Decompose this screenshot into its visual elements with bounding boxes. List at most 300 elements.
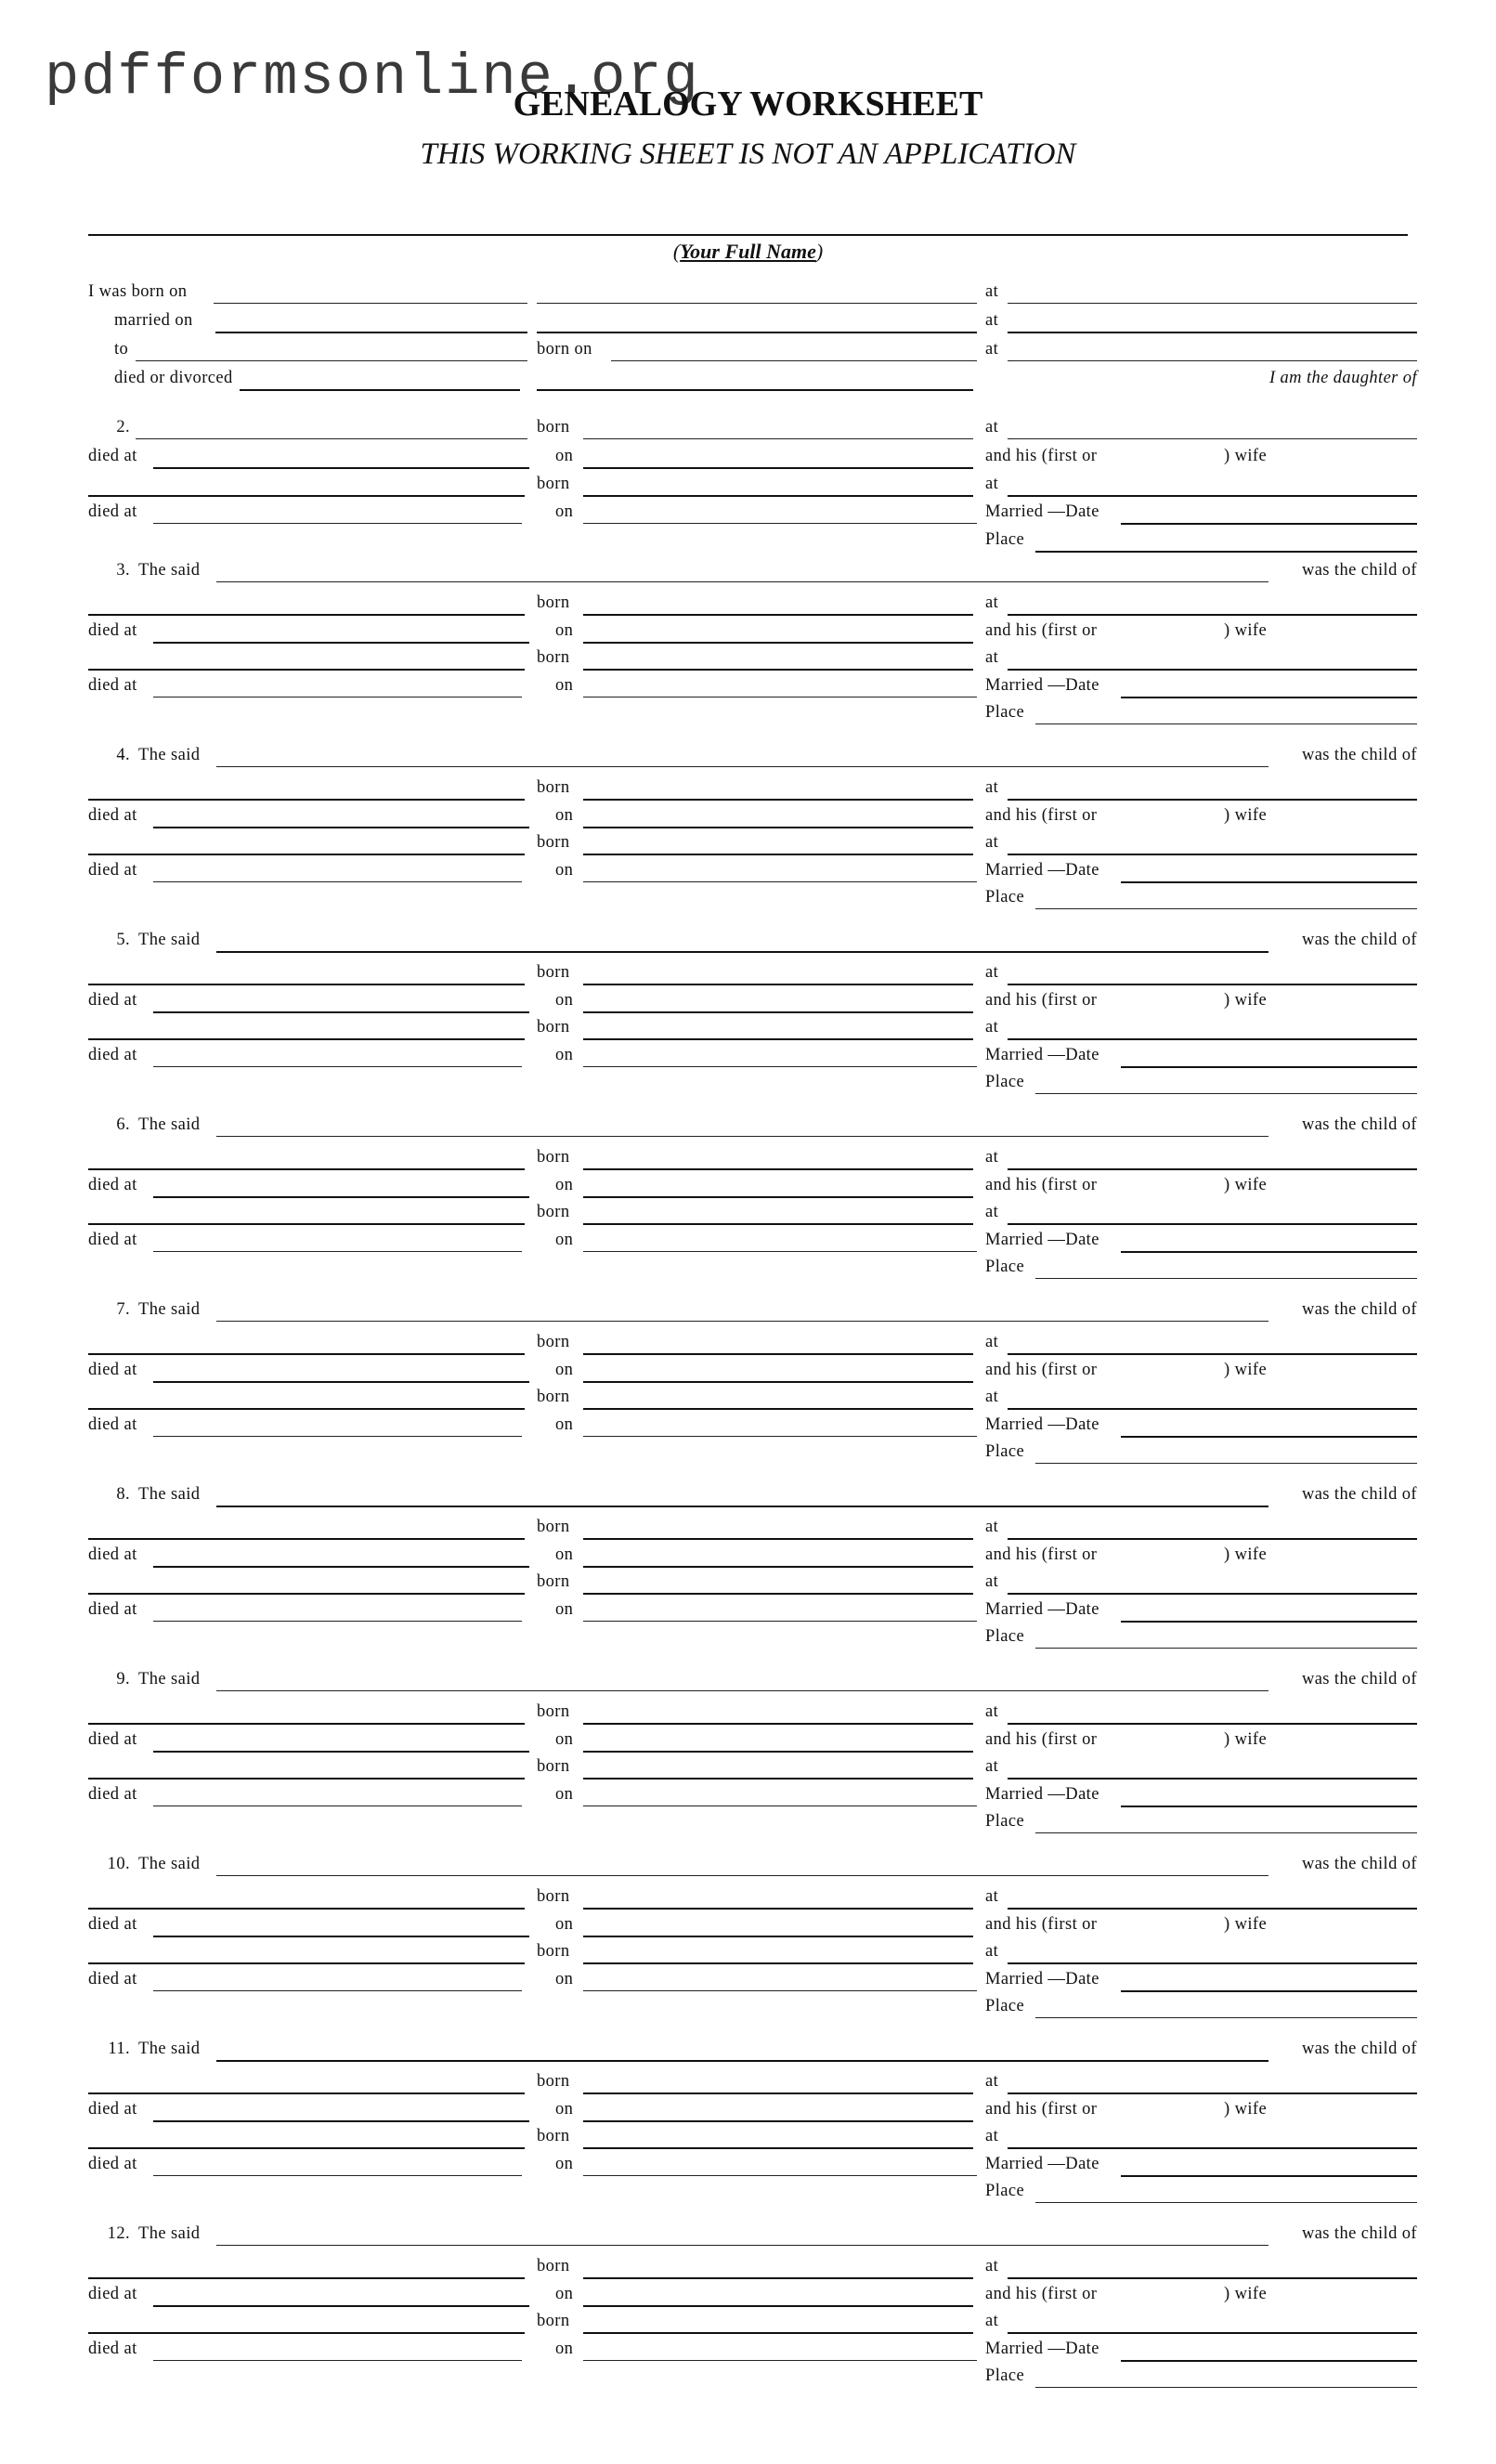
entry-3-father-born-at-field[interactable] [1008, 614, 1417, 616]
entry-5-child-of-label: was the child of [1301, 931, 1417, 949]
entry-10-place-label: Place [985, 1997, 1025, 2015]
entry-7-wife-label: ) wife [1224, 1361, 1268, 1379]
entry-4-father-name-field[interactable] [88, 799, 525, 801]
entry-3-child-of-label: was the child of [1301, 561, 1417, 580]
entry-5-father-name-field[interactable] [88, 984, 525, 985]
entry-7-father-born-at-label: at [985, 1333, 999, 1351]
entry-3-father-born-at-label: at [985, 593, 999, 612]
entry-7-mother-born-at-label: at [985, 1388, 999, 1406]
entry-7-mother-died-on-field[interactable] [583, 1436, 977, 1437]
page-subtitle: THIS WORKING SHEET IS NOT AN APPLICATION [420, 137, 1076, 171]
spouse-born-on-label: born on [537, 340, 592, 359]
entry-9-mother-died-on-label: on [555, 1785, 574, 1804]
entry-10-mother-born-at-field[interactable] [1008, 1962, 1417, 1964]
entry-2-mother-name-field[interactable] [88, 495, 525, 497]
entry-11-married-date-field[interactable] [1121, 2175, 1417, 2177]
full-name-label: Your Full Name [680, 240, 816, 263]
entry-10-married-date-label: Married —Date [985, 1970, 1099, 1988]
entry-2-born-field[interactable] [583, 438, 973, 439]
entry-11-mother-born-at-label: at [985, 2127, 999, 2145]
entry-6-married-date-field[interactable] [1121, 1251, 1417, 1253]
entry-8-mother-born-at-label: at [985, 1572, 999, 1591]
entry-5-mother-born-at-field[interactable] [1008, 1038, 1417, 1040]
entry-4-father-born-field[interactable] [583, 799, 973, 801]
entry-8-father-born-at-field[interactable] [1008, 1538, 1417, 1540]
entry-9-first-or-label: and his (first or [985, 1730, 1098, 1749]
watermark: pdfformsonline.org [45, 45, 700, 111]
entry-11-number: 11. [108, 2040, 130, 2058]
spouse-born-at-field[interactable] [1008, 360, 1417, 361]
entry-4-married-date-field[interactable] [1121, 881, 1417, 883]
entry-8-father-name-field[interactable] [88, 1538, 525, 1540]
entry-4-number: 4. [116, 746, 130, 764]
entry-4-mother-died-at-label: died at [88, 861, 137, 880]
entry-4-mother-died-at-field[interactable] [153, 881, 522, 882]
entry-7-mother-name-field[interactable] [88, 1408, 525, 1410]
entry-10-first-or-label: and his (first or [985, 1915, 1098, 1934]
entry-11-the-said-label: The said [138, 2040, 201, 2058]
entry-12-mother-died-at-field[interactable] [153, 2360, 522, 2361]
entry-5-mother-died-on-field[interactable] [583, 1066, 977, 1067]
entry-6-mother-died-at-field[interactable] [153, 1251, 522, 1252]
full-name-field[interactable] [88, 234, 1408, 236]
entry-7-father-died-at-label: died at [88, 1361, 137, 1379]
entry-7-mother-died-on-label: on [555, 1415, 574, 1434]
entry-11-wife-label: ) wife [1224, 2100, 1268, 2119]
entry-4-father-died-on-label: on [555, 806, 574, 825]
entry-7-father-died-on-label: on [555, 1361, 574, 1379]
entry-11-mother-died-on-field[interactable] [583, 2175, 977, 2176]
entry-4-said-name-field[interactable] [216, 766, 1268, 767]
entry-12-father-born-at-field[interactable] [1008, 2277, 1417, 2279]
entry-6-wife-label: ) wife [1224, 1176, 1268, 1194]
entry-11-father-born-at-label: at [985, 2072, 999, 2091]
entry-8-father-died-at-label: died at [88, 1545, 137, 1564]
entry-3-mother-born-at-label: at [985, 648, 999, 667]
entry-10-mother-died-at-label: died at [88, 1970, 137, 1988]
entry-11-mother-born-at-field[interactable] [1008, 2147, 1417, 2149]
entry-7-father-died-on-field[interactable] [583, 1381, 973, 1383]
entry-7-married-date-label: Married —Date [985, 1415, 1099, 1434]
entry-4-wife-label: ) wife [1224, 806, 1268, 825]
entry-2-mother-died-on-field[interactable] [583, 523, 977, 524]
entry-9-father-name-field[interactable] [88, 1723, 525, 1725]
entry-12-father-died-on-field[interactable] [583, 2305, 973, 2307]
entry-2-mother-died-at-field[interactable] [153, 523, 522, 524]
entry-10-place-field[interactable] [1035, 2017, 1417, 2018]
entry-3-first-or-label: and his (first or [985, 621, 1098, 640]
entry-6-father-born-field[interactable] [583, 1168, 973, 1170]
entry-12-child-of-label: was the child of [1301, 2224, 1417, 2243]
entry-11-father-name-field[interactable] [88, 2092, 525, 2094]
entry-8-father-born-at-label: at [985, 1518, 999, 1536]
died-or-divorced-field-2[interactable] [537, 389, 973, 391]
entry-5-number: 5. [116, 931, 130, 949]
entry-4-father-born-label: born [537, 778, 570, 797]
entry-11-father-died-at-field[interactable] [153, 2120, 529, 2122]
entry-2-father-died-on-label: on [555, 447, 574, 465]
entry-10-wife-label: ) wife [1224, 1915, 1268, 1934]
entry-10-father-died-at-field[interactable] [153, 1936, 529, 1937]
entry-4-married-date-label: Married —Date [985, 861, 1099, 880]
entry-6-married-date-label: Married —Date [985, 1231, 1099, 1249]
entry-3-mother-born-label: born [537, 648, 570, 667]
entry-3-number: 3. [116, 561, 130, 580]
entry-4-mother-born-at-field[interactable] [1008, 854, 1417, 855]
entry-7-father-born-at-field[interactable] [1008, 1353, 1417, 1355]
entry-5-mother-died-at-label: died at [88, 1046, 137, 1064]
entry-2-at-label: at [985, 418, 999, 437]
entry-10-father-born-label: born [537, 1887, 570, 1906]
entry-3-father-name-field[interactable] [88, 614, 525, 616]
entry-8-mother-name-field[interactable] [88, 1593, 525, 1595]
entry-9-number: 9. [116, 1670, 130, 1688]
born-on-label: I was born on [88, 282, 188, 301]
entry-3-said-name-field[interactable] [216, 581, 1268, 582]
entry-3-wife-label: ) wife [1224, 621, 1268, 640]
entry-4-first-or-label: and his (first or [985, 806, 1098, 825]
entry-3-father-born-label: born [537, 593, 570, 612]
entry-5-mother-died-at-field[interactable] [153, 1066, 522, 1067]
entry-5-place-field[interactable] [1035, 1093, 1417, 1094]
entry-2-place-field[interactable] [1035, 551, 1417, 553]
page-title: GENEALOGY WORKSHEET [513, 85, 983, 124]
entry-8-place-label: Place [985, 1627, 1025, 1646]
entry-8-married-date-label: Married —Date [985, 1600, 1099, 1619]
entry-4-father-died-at-field[interactable] [153, 827, 529, 828]
entry-7-father-died-at-field[interactable] [153, 1381, 529, 1383]
entry-2-father-died-at-field[interactable] [153, 467, 529, 469]
entry-11-married-date-label: Married —Date [985, 2155, 1099, 2173]
entry-7-father-born-label: born [537, 1333, 570, 1351]
entry-12-father-died-at-field[interactable] [153, 2305, 529, 2307]
entry-10-number: 10. [107, 1855, 130, 1873]
entry-8-child-of-label: was the child of [1301, 1485, 1417, 1504]
entry-8-father-died-at-field[interactable] [153, 1566, 529, 1568]
entry-10-mother-died-on-field[interactable] [583, 1990, 977, 1991]
entry-11-father-born-label: born [537, 2072, 570, 2091]
entry-6-place-label: Place [985, 1258, 1025, 1276]
entry-2-father-died-on-field[interactable] [583, 467, 973, 469]
entry-2-mother-born-at-label: at [985, 475, 999, 493]
entry-9-wife-label: ) wife [1224, 1730, 1268, 1749]
entry-11-father-died-at-label: died at [88, 2100, 137, 2119]
entry-2-first-or-label: and his (first or [985, 447, 1098, 465]
entry-12-father-born-field[interactable] [583, 2277, 973, 2279]
entry-9-mother-born-label: born [537, 1757, 570, 1776]
entry-6-mother-born-at-field[interactable] [1008, 1223, 1417, 1225]
entry-9-the-said-label: The said [138, 1670, 201, 1688]
entry-7-father-born-field[interactable] [583, 1353, 973, 1355]
entry-5-father-born-label: born [537, 963, 570, 982]
entry-7-father-name-field[interactable] [88, 1353, 525, 1355]
entry-10-father-died-at-label: died at [88, 1915, 137, 1934]
entry-8-first-or-label: and his (first or [985, 1545, 1098, 1564]
entry-4-mother-born-label: born [537, 833, 570, 852]
entry-6-father-born-at-label: at [985, 1148, 999, 1167]
entry-6-the-said-label: The said [138, 1115, 201, 1134]
entry-11-first-or-label: and his (first or [985, 2100, 1098, 2119]
entry-9-father-died-on-field[interactable] [583, 1751, 973, 1753]
born-on-field[interactable] [214, 303, 527, 304]
entry-6-mother-died-on-field[interactable] [583, 1251, 977, 1252]
entry-12-father-name-field[interactable] [88, 2277, 525, 2279]
entry-2-name-field[interactable] [136, 438, 527, 439]
entry-6-father-name-field[interactable] [88, 1168, 525, 1170]
entry-3-mother-born-at-field[interactable] [1008, 669, 1417, 671]
entry-12-the-said-label: The said [138, 2224, 201, 2243]
married-on-label: married on [114, 311, 193, 330]
entry-3-mother-born-field[interactable] [583, 669, 973, 671]
entry-8-father-died-on-label: on [555, 1545, 574, 1564]
entry-6-mother-name-field[interactable] [88, 1223, 525, 1225]
entry-6-mother-born-field[interactable] [583, 1223, 973, 1225]
entry-10-mother-born-at-label: at [985, 1942, 999, 1961]
entry-12-wife-label: ) wife [1224, 2285, 1268, 2303]
entry-2-married-date-field[interactable] [1121, 523, 1417, 525]
entry-8-mother-born-field[interactable] [583, 1593, 973, 1595]
died-or-divorced-label: died or divorced [114, 369, 233, 387]
entry-11-mother-died-at-label: died at [88, 2155, 137, 2173]
entry-7-child-of-label: was the child of [1301, 1300, 1417, 1319]
entry-7-married-date-field[interactable] [1121, 1436, 1417, 1438]
entry-11-mother-born-label: born [537, 2127, 570, 2145]
entry-7-said-name-field[interactable] [216, 1321, 1268, 1322]
entry-12-father-died-at-label: died at [88, 2285, 137, 2303]
entry-5-mother-born-field[interactable] [583, 1038, 973, 1040]
married-at-label: at [985, 311, 999, 330]
entry-8-mother-died-at-label: died at [88, 1600, 137, 1619]
entry-3-mother-died-at-label: died at [88, 676, 137, 695]
entry-5-mother-died-on-label: on [555, 1046, 574, 1064]
entry-4-place-field[interactable] [1035, 908, 1417, 909]
entry-9-father-died-at-field[interactable] [153, 1751, 529, 1753]
entry-6-father-died-on-field[interactable] [583, 1196, 973, 1198]
entry-11-place-field[interactable] [1035, 2202, 1417, 2203]
entry-5-father-died-at-label: died at [88, 991, 137, 1010]
entry-2-married-date-label: Married —Date [985, 502, 1099, 521]
entry-7-mother-born-field[interactable] [583, 1408, 973, 1410]
entry-12-married-date-label: Married —Date [985, 2340, 1099, 2358]
entry-8-father-born-field[interactable] [583, 1538, 973, 1540]
entry-11-said-name-field[interactable] [216, 2060, 1268, 2062]
entry-4-mother-died-on-field[interactable] [583, 881, 977, 882]
entry-8-said-name-field[interactable] [216, 1506, 1268, 1507]
entry-12-mother-born-field[interactable] [583, 2332, 973, 2334]
daughter-of-label: I am the daughter of [1268, 369, 1417, 387]
entry-9-mother-born-at-field[interactable] [1008, 1778, 1417, 1780]
entry-6-place-field[interactable] [1035, 1278, 1417, 1279]
entry-3-father-died-on-field[interactable] [583, 642, 973, 644]
entry-8-mother-died-on-field[interactable] [583, 1621, 977, 1622]
entry-2-place-label: Place [985, 530, 1025, 549]
entry-4-father-died-at-label: died at [88, 806, 137, 825]
married-at-field[interactable] [1008, 332, 1417, 333]
entry-2-mother-died-at-label: died at [88, 502, 137, 521]
entry-3-father-died-at-label: died at [88, 621, 137, 640]
entry-4-mother-died-on-label: on [555, 861, 574, 880]
entry-7-place-field[interactable] [1035, 1463, 1417, 1464]
entry-3-married-date-field[interactable] [1121, 697, 1417, 698]
entry-9-father-died-on-label: on [555, 1730, 574, 1749]
entry-4-father-died-on-field[interactable] [583, 827, 973, 828]
entry-4-the-said-label: The said [138, 746, 201, 764]
entry-5-said-name-field[interactable] [216, 951, 1268, 953]
entry-9-father-born-at-label: at [985, 1702, 999, 1721]
spouse-name-field[interactable] [136, 360, 527, 361]
entry-10-mother-born-label: born [537, 1942, 570, 1961]
entry-12-mother-born-at-label: at [985, 2312, 999, 2330]
entry-3-father-died-at-field[interactable] [153, 642, 529, 644]
entry-2-mother-born-at-field[interactable] [1008, 495, 1417, 497]
entry-6-father-died-at-field[interactable] [153, 1196, 529, 1198]
entry-10-father-born-at-field[interactable] [1008, 1908, 1417, 1910]
entry-6-mother-died-at-label: died at [88, 1231, 137, 1249]
entry-8-father-died-on-field[interactable] [583, 1566, 973, 1568]
entry-8-the-said-label: The said [138, 1485, 201, 1504]
entry-7-first-or-label: and his (first or [985, 1361, 1098, 1379]
entry-9-father-born-at-field[interactable] [1008, 1723, 1417, 1725]
born-at-field[interactable] [1008, 303, 1417, 304]
entry-6-first-or-label: and his (first or [985, 1176, 1098, 1194]
entry-8-mother-born-at-field[interactable] [1008, 1593, 1417, 1595]
entry-2-mother-born-field[interactable] [583, 495, 973, 497]
entry-5-the-said-label: The said [138, 931, 201, 949]
entry-8-wife-label: ) wife [1224, 1545, 1268, 1564]
entry-9-place-field[interactable] [1035, 1832, 1417, 1833]
entry-11-mother-name-field[interactable] [88, 2147, 525, 2149]
entry-11-father-died-on-field[interactable] [583, 2120, 973, 2122]
entry-12-father-born-label: born [537, 2257, 570, 2275]
entry-9-child-of-label: was the child of [1301, 1670, 1417, 1688]
entry-10-child-of-label: was the child of [1301, 1855, 1417, 1873]
entry-7-mother-died-at-label: died at [88, 1415, 137, 1434]
entry-5-married-date-field[interactable] [1121, 1066, 1417, 1068]
entry-11-mother-died-at-field[interactable] [153, 2175, 522, 2176]
entry-10-married-date-field[interactable] [1121, 1990, 1417, 1992]
entry-12-mother-name-field[interactable] [88, 2332, 525, 2334]
born-at-label: at [985, 282, 999, 301]
entry-8-mother-died-at-field[interactable] [153, 1621, 522, 1622]
entry-5-father-born-at-field[interactable] [1008, 984, 1417, 985]
entry-8-married-date-field[interactable] [1121, 1621, 1417, 1623]
entry-12-married-date-field[interactable] [1121, 2360, 1417, 2362]
entry-10-mother-died-at-field[interactable] [153, 1990, 522, 1991]
entry-12-place-field[interactable] [1035, 2387, 1417, 2388]
entry-6-said-name-field[interactable] [216, 1136, 1268, 1137]
entry-8-mother-born-label: born [537, 1572, 570, 1591]
entry-3-the-said-label: The said [138, 561, 201, 580]
entry-3-father-born-field[interactable] [583, 614, 973, 616]
entry-9-mother-born-at-label: at [985, 1757, 999, 1776]
entry-11-mother-born-field[interactable] [583, 2147, 973, 2149]
entry-11-mother-died-on-label: on [555, 2155, 574, 2173]
entry-3-mother-died-on-label: on [555, 676, 574, 695]
entry-8-mother-died-on-label: on [555, 1600, 574, 1619]
entry-5-father-died-on-label: on [555, 991, 574, 1010]
entry-12-said-name-field[interactable] [216, 2245, 1268, 2246]
entry-7-mother-born-at-field[interactable] [1008, 1408, 1417, 1410]
entry-5-father-born-at-label: at [985, 963, 999, 982]
entry-4-father-born-at-field[interactable] [1008, 799, 1417, 801]
entry-5-father-died-at-field[interactable] [153, 1011, 529, 1013]
entry-9-father-born-label: born [537, 1702, 570, 1721]
entry-6-father-died-at-label: died at [88, 1176, 137, 1194]
entry-10-mother-born-field[interactable] [583, 1962, 973, 1964]
entry-8-number: 8. [116, 1485, 130, 1504]
entry-6-father-died-on-label: on [555, 1176, 574, 1194]
entry-10-father-died-on-field[interactable] [583, 1936, 973, 1937]
entry-10-mother-name-field[interactable] [88, 1962, 525, 1964]
entry-3-mother-name-field[interactable] [88, 669, 525, 671]
entry-2-at-field[interactable] [1008, 438, 1417, 439]
entry-9-father-born-field[interactable] [583, 1723, 973, 1725]
entry-7-the-said-label: The said [138, 1300, 201, 1319]
entry-10-father-name-field[interactable] [88, 1908, 525, 1910]
entry-7-mother-died-at-field[interactable] [153, 1436, 522, 1437]
entry-5-mother-born-at-label: at [985, 1018, 999, 1036]
married-on-field-2[interactable] [537, 332, 977, 333]
entry-11-child-of-label: was the child of [1301, 2040, 1417, 2058]
married-on-field[interactable] [215, 332, 527, 333]
entry-3-father-died-on-label: on [555, 621, 574, 640]
entry-5-father-born-field[interactable] [583, 984, 973, 985]
entry-11-father-born-at-field[interactable] [1008, 2092, 1417, 2094]
entry-11-place-label: Place [985, 2182, 1025, 2200]
entry-4-mother-born-at-label: at [985, 833, 999, 852]
entry-4-mother-born-field[interactable] [583, 854, 973, 855]
entry-10-father-born-field[interactable] [583, 1908, 973, 1910]
entry-12-mother-died-at-label: died at [88, 2340, 137, 2358]
entry-6-father-born-at-field[interactable] [1008, 1168, 1417, 1170]
entry-10-the-said-label: The said [138, 1855, 201, 1873]
entry-9-place-label: Place [985, 1812, 1025, 1831]
died-or-divorced-field[interactable] [240, 389, 520, 391]
entry-8-place-field[interactable] [1035, 1648, 1417, 1649]
entry-4-child-of-label: was the child of [1301, 746, 1417, 764]
entry-9-said-name-field[interactable] [216, 1690, 1268, 1691]
entry-8-father-born-label: born [537, 1518, 570, 1536]
entry-7-number: 7. [116, 1300, 130, 1319]
entry-5-father-died-on-field[interactable] [583, 1011, 973, 1013]
entry-9-mother-name-field[interactable] [88, 1778, 525, 1780]
entry-3-place-label: Place [985, 703, 1025, 722]
entry-11-father-born-field[interactable] [583, 2092, 973, 2094]
born-on-field-2[interactable] [537, 303, 977, 304]
entry-10-mother-died-on-label: on [555, 1970, 574, 1988]
entry-2-mother-born-label: born [537, 475, 570, 493]
entry-4-mother-name-field[interactable] [88, 854, 525, 855]
entry-4-father-born-at-label: at [985, 778, 999, 797]
entry-6-mother-born-label: born [537, 1203, 570, 1221]
entry-9-married-date-field[interactable] [1121, 1806, 1417, 1807]
entry-10-father-born-at-label: at [985, 1887, 999, 1906]
spouse-to-label: to [114, 340, 129, 359]
entry-10-father-died-on-label: on [555, 1915, 574, 1934]
entry-12-number: 12. [107, 2224, 130, 2243]
entry-2-wife-label: ) wife [1224, 447, 1268, 465]
entry-12-mother-born-at-field[interactable] [1008, 2332, 1417, 2334]
spouse-born-on-field[interactable] [611, 360, 977, 361]
entry-9-mother-died-at-label: died at [88, 1785, 137, 1804]
entry-5-mother-name-field[interactable] [88, 1038, 525, 1040]
entry-10-said-name-field[interactable] [216, 1875, 1268, 1876]
entry-9-mother-born-field[interactable] [583, 1778, 973, 1780]
entry-3-married-date-label: Married —Date [985, 676, 1099, 695]
entry-12-mother-died-on-field[interactable] [583, 2360, 977, 2361]
entry-12-mother-born-label: born [537, 2312, 570, 2330]
entry-5-married-date-label: Married —Date [985, 1046, 1099, 1064]
